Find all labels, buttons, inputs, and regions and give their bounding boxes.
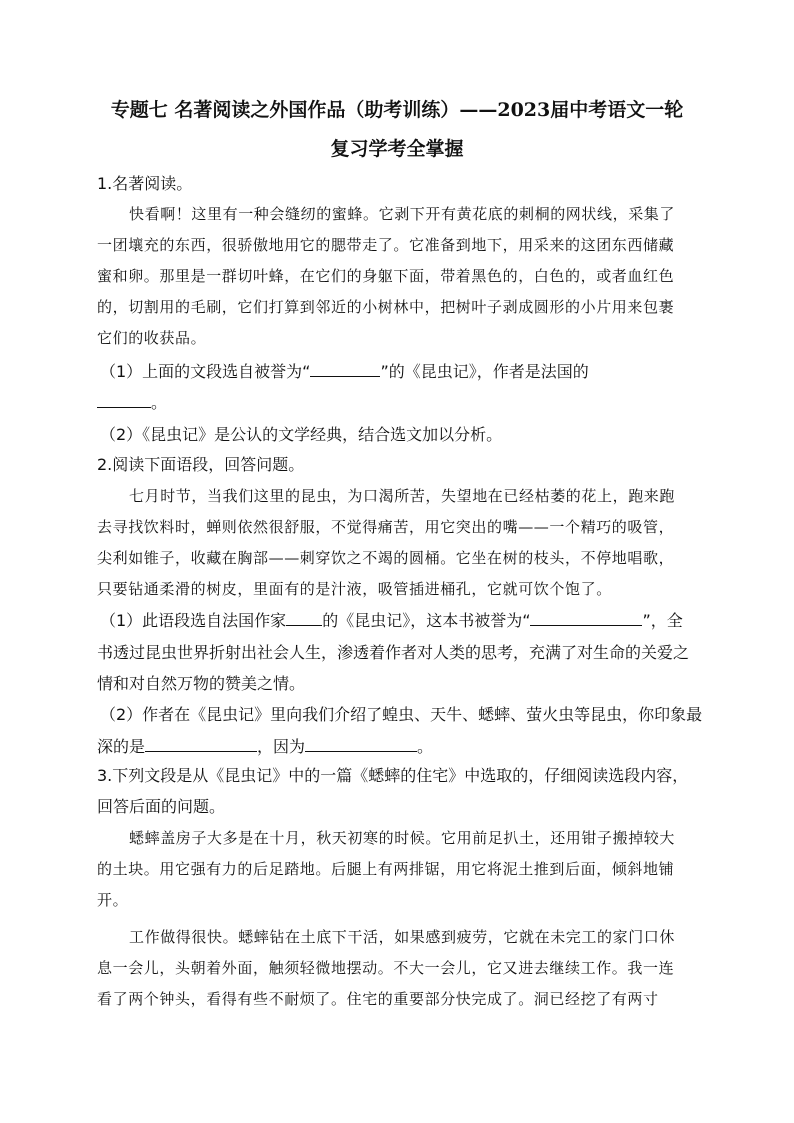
document-title-line1: 专题七 名著阅读之外国作品（助考训练）——2023届中考语文一轮 [110,99,684,121]
question-3-heading-cont: 回答后面的问题。 [97,797,226,816]
q1-subquestion-1-cont [97,391,697,414]
q3-passage-line: 的土块。用它强有力的后足踏地。后腿上有两排锯，用它将泥土推到后面，倾斜地铺 [97,860,675,878]
question-3-heading: 3.下列文段是从《昆虫记》中的一篇《蟋蟀的住宅》中选取的，仔细阅读选段内容， [97,766,689,785]
q3-passage-line: 开。 [97,891,129,909]
q3-passage-line: 看了两个钟头，看得有些不耐烦了。住宅的重要部分快完成了。洞已经挖了有两寸 [97,990,659,1008]
q3-passage-line: 工作做得很快。蟋蟀钻在土底下干活，如果感到疲劳，它就在未完工的家门口休 [129,928,676,946]
q1-sub1-text: 。 [151,393,168,412]
q2-sub2-text: 深的是 [97,737,146,756]
q2-subquestion-2-cont [97,735,697,758]
answer-blank[interactable] [305,735,417,752]
q2-passage-line: 七月时节，当我们这里的昆虫，为口渴所苦，失望地在已经枯萎的花上，跑来跑 [129,487,676,505]
question-1-heading: 1.名著阅读。 [97,174,193,193]
document-title-line2: 复习学考全掌握 [330,138,464,160]
question-2-heading: 2.阅读下面语段，回答问题。 [97,455,305,474]
answer-blank[interactable] [286,609,322,626]
answer-blank[interactable] [145,735,257,752]
q3-passage-line: 蟋蟀盖房子大多是在十月，秋天初寒的时候。它用前足扒土，还用钳子搬掉较大 [129,829,676,847]
q1-subquestion-2: （2）《昆虫记》是公认的文学经典，结合选文加以分析。 [100,425,503,444]
q2-sub1-text: ”，全 [642,611,683,630]
answer-blank[interactable] [310,360,380,377]
q2-passage-line: 只要钻通柔滑的树皮，里面有的是汁液，吸管插进桶孔，它就可饮个饱了。 [97,580,612,598]
q1-passage-line: 它们的收获品。 [97,329,207,347]
q2-subquestion-1-cont: 书透过昆虫世界折射出社会人生，渗透着作者对人类的思考，充满了对生命的关爱之 [97,643,690,662]
q1-sub1-text: ”的《昆虫记》，作者是法国的 [380,362,589,381]
q2-sub2-text: ，因为 [257,737,306,756]
q2-sub2-text: 。 [417,737,434,756]
q2-subquestion-2: （2）作者在《昆虫记》里向我们介绍了蝗虫、天牛、蟋蟀、萤火虫等昆虫，你印象最 [100,705,703,724]
q1-subquestion-1 [100,360,700,383]
q2-passage-line: 去寻找饮料时，蝉则依然很舒服，不觉得痛苦，用它突出的嘴——一个精巧的吸管， [97,518,675,536]
answer-blank[interactable] [97,391,151,408]
q2-sub1-text: （1）此语段选自法国作家 [100,611,287,630]
q2-subquestion-1-cont: 情和对自然万物的赞美之情。 [97,674,306,693]
q1-passage-line: 一团壤充的东西，很骄傲地用它的腮带走了。它准备到地下，用采来的这团东西储藏 [97,236,675,254]
q1-passage-line: 的，切割用的毛刷，它们打算到邻近的小树林中，把树叶子剥成圆形的小片用来包裹 [97,298,675,316]
q3-passage-line: 息一会儿，头朝着外面，触须轻微地摆动。不大一会儿，它又进去继续工作。我一连 [97,959,675,977]
q2-subquestion-1 [100,609,700,632]
q1-passage-line: 快看啊！这里有一种会缝纫的蜜蜂。它剥下开有黄花底的刺桐的网状线，采集了 [129,205,676,223]
q1-passage-line: 蜜和卵。那里是一群切叶蜂，在它们的身躯下面，带着黑色的，白色的，或者血红色 [97,267,675,285]
q1-sub1-text: （1）上面的文段选自被誉为“ [100,362,311,381]
q2-sub1-text: 的《昆虫记》，这本书被誉为“ [322,611,531,630]
answer-blank[interactable] [530,609,642,626]
q2-passage-line: 尖利如锥子，收藏在胸部——刺穿饮之不竭的圆桶。它坐在树的枝头，不停地唱歌， [97,549,675,567]
